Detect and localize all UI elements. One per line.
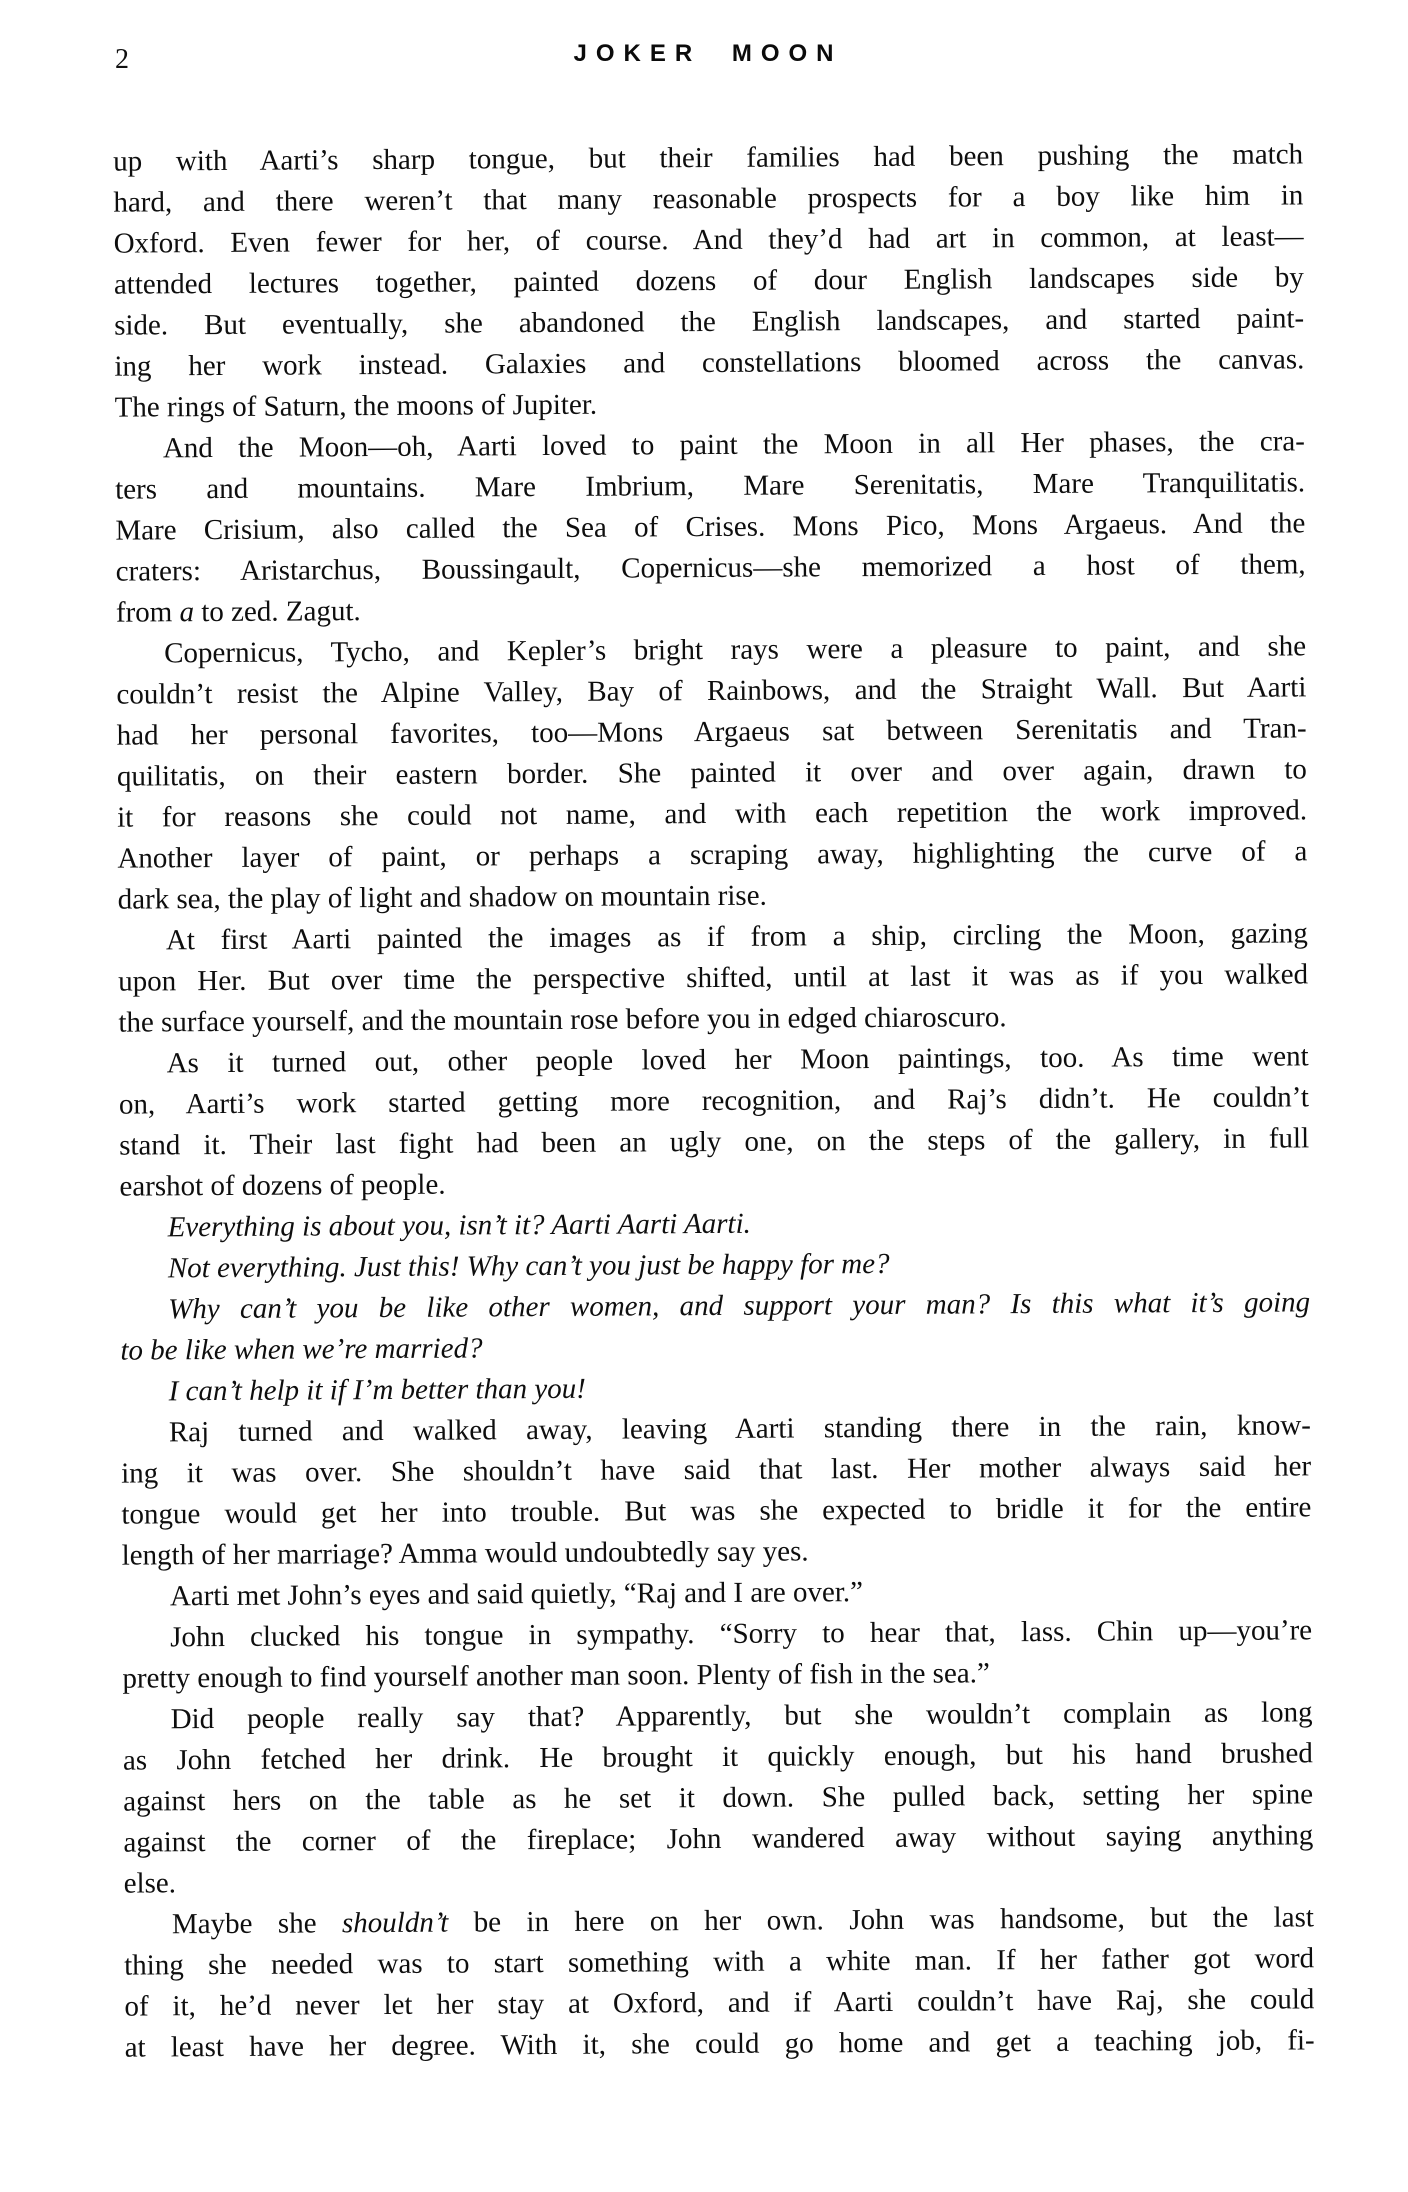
text-line: length of her marriage? Amma would undoubtedly say yes.	[121, 1535, 809, 1572]
text-line: At first Aarti painted the images as if from a ship, circling the Moon, gazing	[165, 917, 1308, 957]
paragraph	[115, 421, 1306, 633]
text-line: attended lectures together, painted dozens of dour English landscapes side by	[113, 261, 1304, 301]
paragraph	[120, 1241, 1310, 1289]
text-line: Raj turned and walked away, leaving Aarti standing there in the rain, know-	[168, 1409, 1311, 1449]
text-line: hard, and there weren’t that many reasonable prospects for a boy like him in	[113, 179, 1304, 219]
page-number: 2	[115, 44, 129, 75]
text-line: Why can’t you be like other women, and support your man? Is this what it’s going	[168, 1286, 1311, 1326]
text-line: it for reasons she could not name, and with each repetition the work improved.	[117, 794, 1308, 834]
paragraph	[116, 626, 1308, 920]
paragraph	[119, 1036, 1310, 1207]
paragraph	[121, 1364, 1311, 1412]
text-line: up with Aarti’s sharp tongue, but their families had been pushing the match	[113, 138, 1304, 178]
text-line: tongue would get her into trouble. But was she expected to bridle it for the entire	[121, 1491, 1312, 1531]
text-line: John clucked his tongue in sympathy. “Sorry to hear that, lass. Chin up—you’re	[170, 1614, 1313, 1654]
paragraph	[113, 134, 1305, 428]
text-line: as John fetched her drink. He brought it quickly enough, but his hand brushed	[122, 1737, 1313, 1777]
text-line: Copernicus, Tycho, and Kepler’s bright rays were a pleasure to paint, and she	[164, 630, 1307, 670]
text-line: Another layer of paint, or perhaps a scraping away, highlighting the curve of a	[117, 835, 1308, 875]
text-line: Did people really say that? Apparently, but she wouldn’t complain as long	[170, 1696, 1313, 1736]
running-head-title: JOKER MOON	[573, 40, 843, 67]
text-line: Not everything. Just this! Why can’t you just be happy for me?	[167, 1247, 890, 1285]
text-line: else.	[123, 1867, 177, 1900]
text-line: to be like when we’re married?	[120, 1332, 483, 1367]
text-line: against hers on the table as he set it down. She pulled back, setting her spine	[123, 1778, 1314, 1818]
text-line: earshot of dozens of people.	[119, 1168, 446, 1203]
text-line: on, Aarti’s work started getting more recognition, and Raj’s didn’t. He couldn’t	[118, 1081, 1309, 1121]
text-line: at least have her degree. With it, she could go home and get a teaching job, fi-	[124, 2024, 1315, 2064]
text-line: had her personal favorites, too—Mons Argaeus sat between Serenitatis and Tran-	[116, 712, 1307, 752]
text-line: Maybe she shouldn’t be in here on her own. John was handsome, but the last	[171, 1901, 1314, 1941]
paragraph	[121, 1405, 1312, 1576]
text-line: And the Moon—oh, Aarti loved to paint the Moon in all Her phases, the cra-	[162, 425, 1305, 465]
text-line: side. But eventually, she abandoned the English landscapes, and started paint-	[114, 302, 1305, 342]
paragraph	[122, 1569, 1312, 1617]
text-line: upon Her. But over time the perspective shifted, until at last it was as if you walked	[118, 958, 1309, 998]
text-line: from a to zed. Zagut.	[115, 595, 361, 629]
paragraph	[123, 1692, 1314, 1904]
text-line: Mare Crisium, also called the Sea of Crises. Mons Pico, Mons Argaeus. And the	[115, 507, 1306, 547]
text-line: As it turned out, other people loved her Moon paintings, too. As time went	[166, 1040, 1309, 1080]
paragraph	[122, 1610, 1312, 1699]
text-body	[113, 134, 1315, 2068]
paragraph	[118, 913, 1309, 1043]
text-line: the surface yourself, and the mountain rose before you in edged chiaroscuro.	[118, 1001, 1007, 1039]
text-line: dark sea, the play of light and shadow on mountain rise.	[117, 879, 767, 916]
text-line: ing it was over. She shouldn’t have said that last. Her mother always said her	[121, 1450, 1312, 1490]
text-line: of it, he’d never let her stay at Oxford, and if Aarti couldn’t have Raj, she could	[124, 1983, 1315, 2023]
text-line: ing her work instead. Galaxies and constellations bloomed across the canvas.	[114, 343, 1305, 383]
text-line: against the corner of the fireplace; John wandered away without saying anything	[123, 1819, 1314, 1859]
text-line: quilitatis, on their eastern border. She painted it over and over again, drawn to	[116, 753, 1307, 793]
text-line: Oxford. Even fewer for her, of course. And they’d had art in common, at least—	[113, 220, 1304, 260]
paragraph	[120, 1282, 1310, 1371]
text-line: The rings of Saturn, the moons of Jupiter.	[114, 388, 598, 424]
text-line: pretty enough to find yourself another man soon. Plenty of fish in the sea.”	[122, 1657, 990, 1695]
text-line: ters and mountains. Mare Imbrium, Mare Serenitatis, Mare Tranquilitatis.	[115, 466, 1306, 506]
text-line: Everything is about you, isn’t it? Aarti Aarti Aarti.	[167, 1207, 751, 1244]
text-line: I can’t help it if I’m better than you!	[168, 1372, 586, 1408]
text-line: stand it. Their last fight had been an ugly one, on the steps of the gallery, in full	[119, 1122, 1310, 1162]
text-line: Aarti met John’s eyes and said quietly, “Raj and I are over.”	[169, 1576, 864, 1613]
running-header	[113, 40, 1303, 80]
paragraph	[120, 1200, 1310, 1248]
paragraph	[124, 1897, 1315, 2068]
text-line: craters: Aristarchus, Boussingault, Copernicus—she memorized a host of them,	[115, 548, 1306, 588]
text-line: couldn’t resist the Alpine Valley, Bay of Rainbows, and the Straight Wall. But Aarti	[116, 671, 1307, 711]
text-line: thing she needed was to start something with a white man. If her father got word	[124, 1942, 1315, 1982]
